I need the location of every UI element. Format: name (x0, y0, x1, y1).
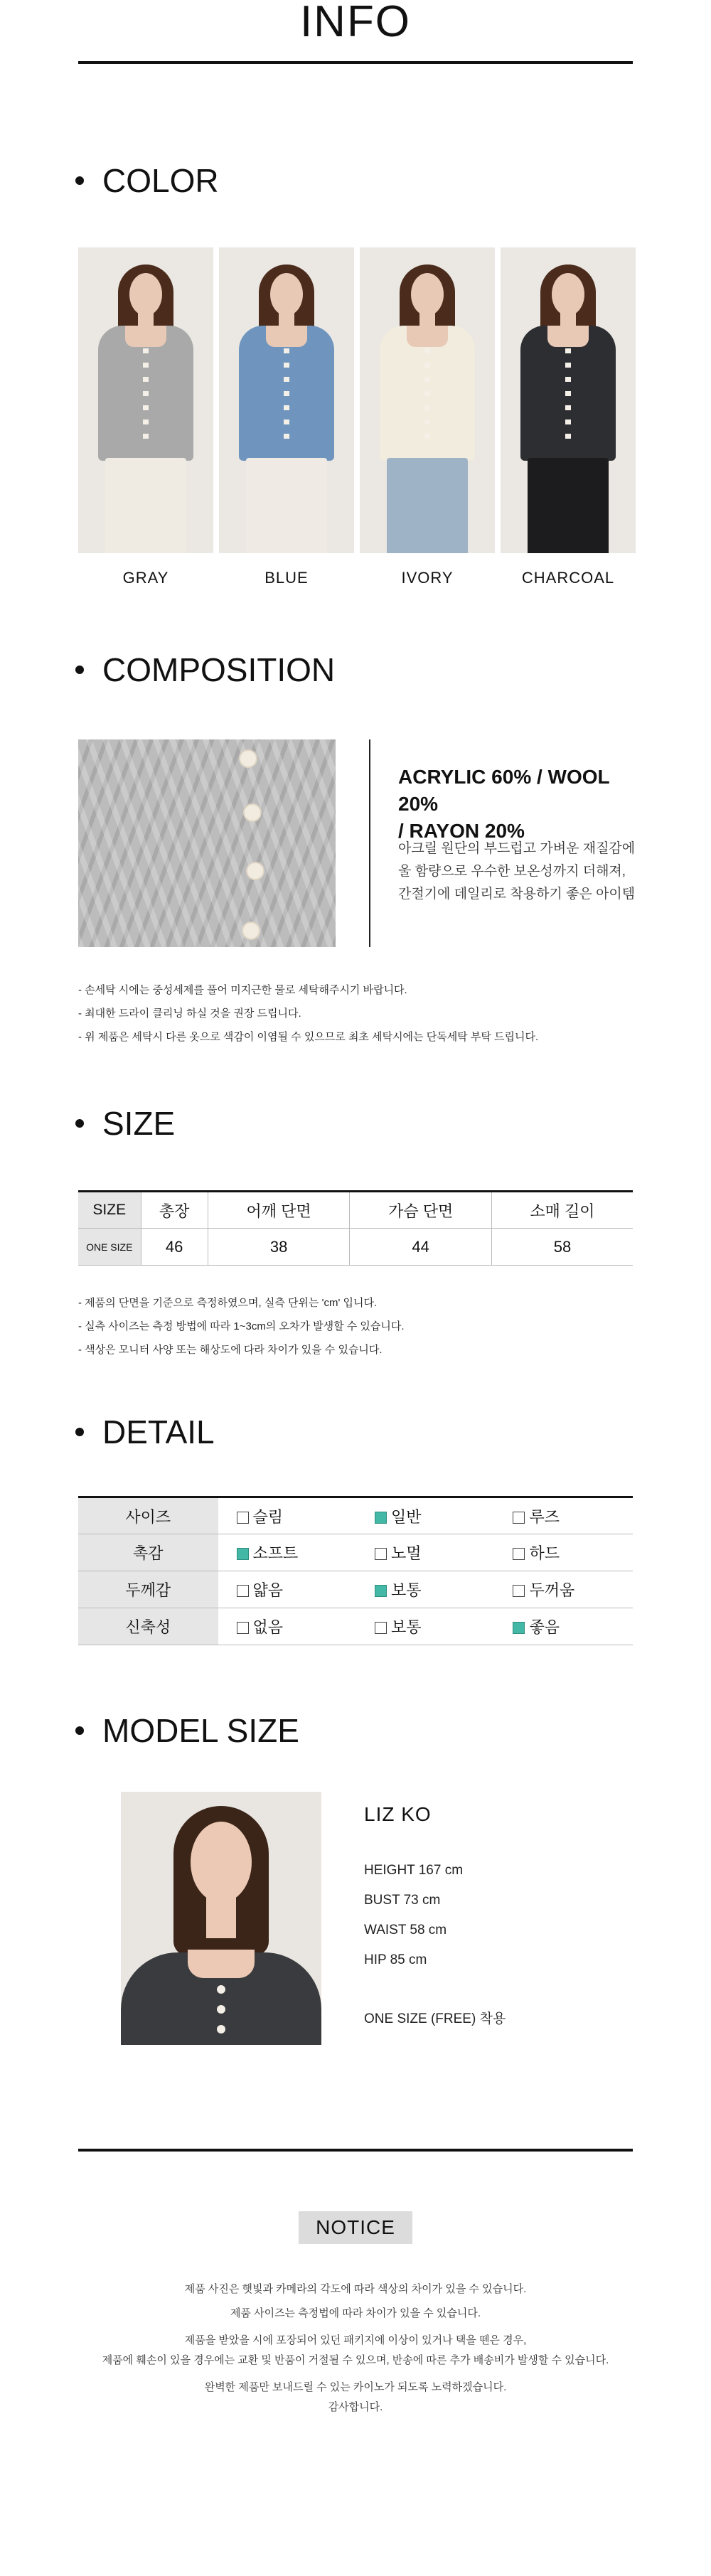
detail-label: 두께감 (78, 1571, 218, 1608)
composition-description: 아크릴 원단의 부드럽고 가벼운 재질감에 울 함량으로 우수한 보온성까지 더해져, 간절기에 데일리로 착용하기 좋은 아이템 (398, 841, 636, 902)
composition-divider (369, 739, 370, 947)
detail-option: 슬림 (218, 1497, 356, 1534)
table-row (78, 1229, 633, 1266)
detail-label: 신축성 (78, 1608, 218, 1645)
model-size-note: ONE SIZE (FREE) 착용 (364, 2011, 506, 2026)
bullet-icon (75, 1428, 84, 1436)
unchecked-box-icon (237, 1512, 249, 1524)
detail-option: 보통 (356, 1608, 494, 1645)
unchecked-box-icon (513, 1585, 525, 1597)
detail-option: 얇음 (218, 1571, 356, 1608)
unchecked-box-icon (237, 1585, 249, 1597)
detail-option: 두꺼움 (494, 1571, 633, 1608)
notice-text: 제품 사진은 햇빛과 카메라의 각도에 따라 색상의 차이가 있을 수 있습니다. 제품 사이즈는 측정법에 따라 차이가 있을 수 있습니다. 제품을 받았을 시에 포장되어 있던 패키지에 이상이 있거나 택을 뗀은 경우, 제품에 훼손이 있을 경우에는 교환 및 반품이 거절될 수 있으며, 반송에 따른 추가 배송비가 발생할 수 있습니다. 완벽한 제품만 보내드릴 수 있는 카이노가 되도록 노력하겠습니다. 감사합니다. (102, 2283, 609, 2413)
table-row (78, 1497, 633, 1534)
color-name: BLUE (264, 569, 309, 587)
size-label-cell: ONE SIZE (78, 1229, 141, 1266)
notice-rule (78, 2149, 633, 2152)
page-title: INFO (299, 0, 412, 46)
checked-box-icon (237, 1548, 249, 1560)
color-name: GRAY (122, 569, 169, 587)
composition-title: ACRYLIC 60% / WOOL 20% / RAYON 20% (398, 766, 610, 842)
table-row (78, 1571, 633, 1608)
checked-box-icon (375, 1585, 387, 1597)
color-name: IVORY (401, 569, 454, 587)
color-swatch-gray (78, 247, 213, 587)
table-row (78, 1608, 633, 1645)
color-photo (78, 247, 213, 553)
detail-option: 하드 (494, 1534, 633, 1571)
detail-option: 보통 (356, 1571, 494, 1608)
detail-option: 없음 (218, 1608, 356, 1645)
size-notes: - 제품의 단면을 기준으로 측정하였으며, 실측 단위는 'cm' 입니다. - 실측 사이즈는 측정 방법에 따라 1~3cm의 오차가 발생할 수 있습니다. - 색상은 모니터 사양 또는 해상도에 다라 차이가 있을 수 있습니다. (78, 1297, 405, 1356)
size-header-cell: 소매 길이 (491, 1192, 633, 1229)
fabric-closeup-image (78, 739, 336, 947)
unchecked-box-icon (513, 1512, 525, 1524)
model-name: LIZ KO (364, 1803, 432, 1825)
color-swatch-charcoal (501, 247, 636, 587)
size-header-cell: 총장 (141, 1192, 208, 1229)
checked-box-icon (513, 1622, 525, 1634)
model-photo (121, 1792, 321, 2045)
size-table (78, 1190, 633, 1266)
size-value-cell: 38 (208, 1229, 350, 1266)
bullet-icon (75, 176, 84, 185)
size-header-cell: 가슴 단면 (350, 1192, 492, 1229)
unchecked-box-icon (237, 1622, 249, 1634)
size-value-cell: 44 (350, 1229, 492, 1266)
button-detail (246, 862, 264, 880)
size-value-cell: 58 (491, 1229, 633, 1266)
detail-option: 소프트 (218, 1534, 356, 1571)
size-value-cell: 46 (141, 1229, 208, 1266)
color-photo (360, 247, 495, 553)
bullet-icon (75, 1119, 84, 1128)
detail-option: 일반 (356, 1497, 494, 1534)
color-swatch-blue (219, 247, 354, 587)
section-heading-model-size: MODEL SIZE (75, 1709, 299, 1752)
color-photo (219, 247, 354, 553)
button-detail (239, 749, 257, 768)
section-heading-size: SIZE (75, 1102, 175, 1145)
button-detail (242, 921, 260, 940)
title-rule (78, 61, 633, 64)
color-photo (501, 247, 636, 553)
bullet-icon (75, 666, 84, 674)
model-stats: HEIGHT 167 cm BUST 73 cm WAIST 58 cm HIP 85 cm (364, 1863, 464, 1967)
bullet-icon (75, 1726, 84, 1735)
care-notes: - 손세탁 시에는 중성세제를 풀어 미지근한 물로 세탁해주시기 바랍니다. - 최대한 드라이 클리닝 하실 것을 권장 드립니다. - 위 제품은 세탁시 다른 옷으로 색감이 이염될 수 있으므로 최초 세탁시에는 단독세탁 부탁 드립니다. (78, 984, 539, 1043)
color-name: CHARCOAL (521, 569, 615, 587)
notice-title: NOTICE (299, 2211, 412, 2244)
detail-option: 노멀 (356, 1534, 494, 1571)
detail-option: 좋음 (494, 1608, 633, 1645)
table-row (78, 1534, 633, 1571)
section-heading-composition: COMPOSITION (75, 648, 335, 691)
unchecked-box-icon (513, 1548, 525, 1560)
unchecked-box-icon (375, 1548, 387, 1560)
unchecked-box-icon (375, 1622, 387, 1634)
button-detail (243, 803, 262, 822)
size-table-header (78, 1192, 633, 1229)
detail-label: 촉감 (78, 1534, 218, 1571)
size-header-cell: SIZE (78, 1192, 141, 1229)
section-heading-detail: DETAIL (75, 1411, 215, 1453)
section-heading-color: COLOR (75, 159, 219, 202)
size-header-cell: 어깨 단면 (208, 1192, 350, 1229)
checked-box-icon (375, 1512, 387, 1524)
color-swatch-ivory (360, 247, 495, 587)
detail-table (78, 1496, 633, 1645)
detail-option: 루즈 (494, 1497, 633, 1534)
detail-label: 사이즈 (78, 1497, 218, 1534)
